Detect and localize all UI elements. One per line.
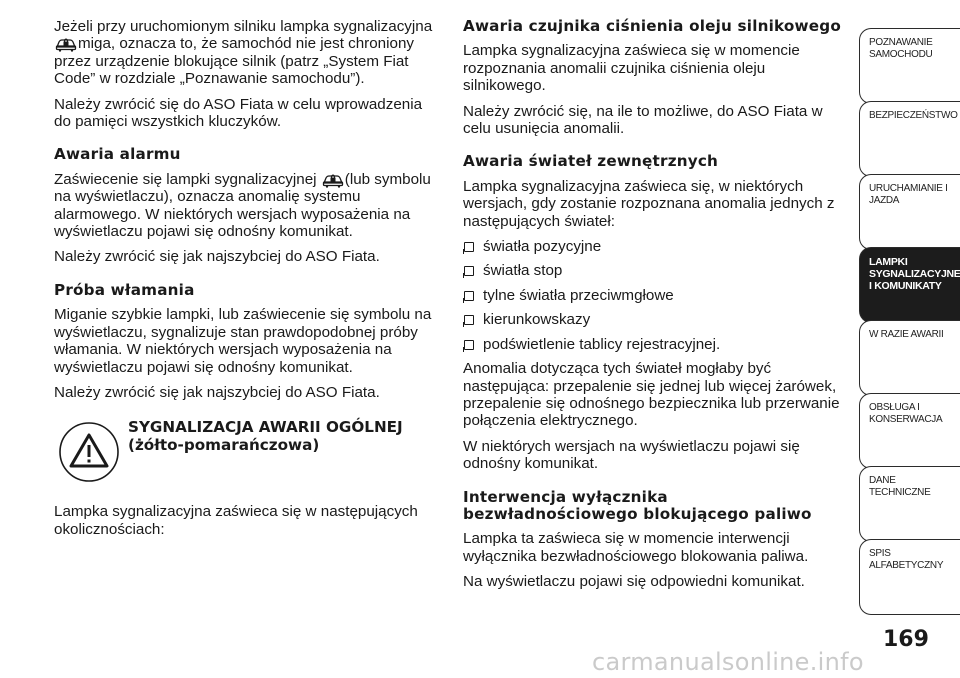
bullet-icon — [464, 291, 474, 301]
watermark: carmanualsonline.info — [592, 648, 864, 676]
paragraph: Lampka ta zaświeca się w momencie interwencji wyłącznika bezwładnościowego blokowania paliwa. — [463, 530, 809, 565]
tab-obsluga-i-konserwacja[interactable]: OBSŁUGA I KONSERWACJA — [859, 393, 960, 469]
paragraph: W niektórych wersjach na wyświetlaczu pojawi się odnośny komunikat. — [463, 437, 800, 473]
heading-oil-pressure-sensor: Awaria czujnika ciśnienia oleju silnikowego — [463, 17, 841, 35]
tab-spis-alfabetyczny[interactable]: SPIS ALFABETYCZNY — [859, 539, 960, 615]
bullet-icon — [464, 266, 474, 276]
list-item: światła stop — [463, 262, 848, 279]
left-column — [54, 18, 436, 546]
general-failure-title: SYGNALIZACJA AWARII OGÓLNEJ (żółto-pomarańczowa) — [128, 418, 403, 454]
warning-triangle-icon — [58, 421, 120, 483]
paragraph: Na wyświetlaczu pojawi się odpowiedni komunikat. — [463, 573, 805, 591]
tab-dane-techniczne[interactable]: DANE TECHNICZNE — [859, 466, 960, 542]
car-lock-icon — [55, 35, 77, 52]
bullet-icon — [464, 340, 474, 350]
paragraph: Należy zwrócić się jak najszybciej do ASO Fiata. — [54, 248, 380, 266]
tab-w-razie-awarii[interactable]: W RAZIE AWARII — [859, 320, 960, 396]
paragraph: Zaświecenie się lampki sygnalizacyjnej (lub symbolu na wyświetlaczu), oznacza anomalię systemu alarmowego. W niektórych wersjach wyposażenia na wyświetlaczu pojawi się odnośny komunikat. — [54, 170, 431, 241]
paragraph: Miganie szybkie lampki, lub zaświecenie się symbolu na wyświetlaczu, sygnalizuje stan prawdopodobnej próby włamania. W niektórych wersjach wyposażenia na wyświetlaczu pojawi się odnośny komunikat. — [54, 306, 432, 376]
list-item: światła pozycyjne — [463, 238, 848, 255]
chapter-tabs — [859, 0, 960, 630]
heading-exterior-lights: Awaria świateł zewnętrznych — [463, 152, 719, 171]
bullet-icon — [464, 315, 474, 325]
paragraph: Lampka sygnalizacyjna zaświeca się w momencie rozpoznania anomalii czujnika ciśnienia oleju silnikowego. — [463, 42, 800, 95]
paragraph: Lampka sygnalizacyjna zaświeca się w następujących okolicznościach: — [54, 503, 418, 538]
heading-break-in-attempt: Próba włamania — [54, 280, 195, 299]
paragraph: Należy zwrócić się jak najszybciej do ASO Fiata. — [54, 383, 380, 401]
paragraph: Jeżeli przy uruchomionym silniku lampka sygnalizacyjna miga, oznacza to, że samochód nie jest chroniony przez urządzenie blokujące silnik (patrz „System Fiat Code” w rozdziale „Poznawanie samochodu”). — [54, 18, 433, 88]
car-alarm-icon — [322, 171, 344, 188]
paragraph: Należy zwrócić się do ASO Fiata w celu wprowadzenia do pamięci wszystkich kluczyków. — [54, 95, 423, 131]
list-item: podświetlenie tablicy rejestracyjnej. — [463, 336, 848, 353]
tab-bezpieczenstwo[interactable]: BEZPIECZEŃSTWO — [859, 101, 960, 177]
list-item: kierunkowskazy — [463, 311, 848, 328]
heading-alarm-failure: Awaria alarmu — [54, 145, 181, 164]
tab-lampki-sygnalizacyjne[interactable]: LAMPKI SYGNALIZACYJNE I KOMUNIKATY — [859, 247, 960, 323]
tab-uruchamianie-i-jazda[interactable]: URUCHAMIANIE I JAZDA — [859, 174, 960, 250]
paragraph: Należy zwrócić się, na ile to możliwe, do ASO Fiata w celu usunięcia anomalii. — [463, 102, 823, 138]
paragraph: Anomalia dotycząca tych świateł mogłaby być następująca: przepalenie się jednej lub więcej żarówek, przepalenie się odnośnego bezpiecznika lub przerwanie połączenia elektrycznego. — [463, 360, 840, 430]
page-number: 169 — [883, 627, 929, 652]
paragraph: Lampka sygnalizacyjna zaświeca się, w niektórych wersjach, gdy zostanie rozpoznana anomalia jednych z następujących świateł: — [463, 177, 835, 230]
heading-inertia-switch: Interwencja wyłącznika bezwładnościowego blokującego paliwo — [463, 487, 812, 523]
tab-poznawanie-samochodu[interactable]: POZNAWANIE SAMOCHODU — [859, 28, 960, 104]
lights-list — [463, 238, 848, 353]
bullet-icon — [464, 242, 474, 252]
general-failure-block — [54, 419, 436, 493]
right-column — [463, 18, 848, 599]
list-item: tylne światła przeciwmgłowe — [463, 287, 848, 304]
